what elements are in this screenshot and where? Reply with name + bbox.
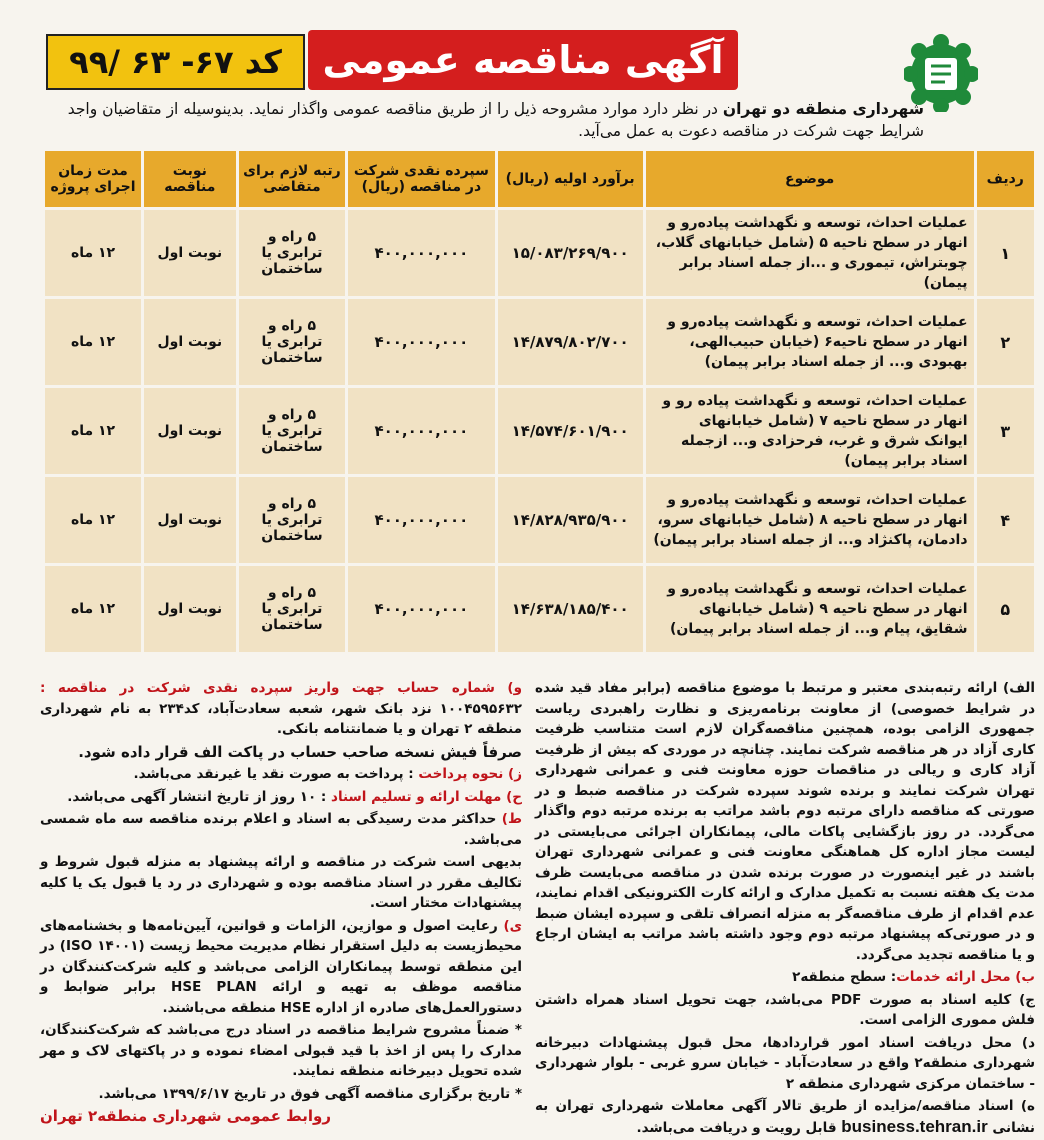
clause-t-text: حداکثر مدت رسیدگی به اسناد و اعلام برنده مناقصه سه ماه شمسی می‌باشد.: [40, 811, 522, 848]
row-duration: ۱۲ ماه: [44, 298, 143, 387]
header-rank: رتبه لازم برای متقاضی: [237, 150, 347, 209]
header-estimate: برآورد اولیه (ریال): [496, 150, 644, 209]
row-turn: نوبت اول: [143, 476, 238, 565]
row-turn: نوبت اول: [143, 565, 238, 654]
public-relations-signature: روابط عمومی شهرداری منطقه۲ تهران: [40, 1107, 331, 1125]
row-rank: ۵ راه و ترابری یا ساختمان: [237, 565, 347, 654]
clause-e-end: قابل رویت و دریافت می‌باشد.: [636, 1119, 842, 1136]
clause-b-label: ب) محل ارائه خدمات: [896, 969, 1035, 985]
row-subject: عملیات احداث، توسعه و نگهداشت پیاده‌رو و انهار در سطح ناحیه ۸ (شامل خیابانهای سرو، دادمان، پاکنژاد و... از جمله اسناد برابر پیمان): [644, 476, 975, 565]
table-row: [44, 298, 1036, 387]
clause-v-text: ۱۰۰۴۵۹۵۶۳۲ نزد بانک شهر، شعبه سعادت‌آباد، کد۲۳۴ به نام شهرداری منطقه ۲ تهران و یا ضمانتنامه بانکی.: [40, 700, 522, 737]
row-deposit: ۴۰۰,۰۰۰,۰۰۰: [347, 565, 496, 654]
clause-general: بدیهی است شرکت در مناقصه و ارائه پیشنهاد به منزله قبول شروط و تکالیف مقرر در اسناد مناقصه بوده و شهرداری در رد یا قبول یک یا کلیه پیشنهادات مختار است.: [40, 854, 522, 911]
clause-y: [40, 916, 522, 1019]
row-deposit: ۴۰۰,۰۰۰,۰۰۰: [347, 387, 496, 476]
header-turn: نوبت مناقصه: [143, 150, 238, 209]
clause-t-label: ط): [501, 811, 522, 827]
row-estimate: ۱۴/۸۲۸/۹۳۵/۹۰۰: [496, 476, 644, 565]
row-subject: عملیات احداث، توسعه و نگهداشت پیاده‌رو و انهار در سطح ناحیه ۵ (شامل خیابانهای گلاب، چوبتراش، تیموری و ...از جمله اسناد برابر پیمان): [644, 209, 975, 298]
clause-c: ج) کلیه اسناد به صورت PDF می‌باشد، جهت تحویل اسناد همراه داشتن فلش مموری الزامی است.: [535, 991, 1035, 1028]
row-deposit: ۴۰۰,۰۰۰,۰۰۰: [347, 298, 496, 387]
row-number: ۴: [975, 476, 1035, 565]
clause-e-text: ه) اسناد مناقصه/مزایده از طریق تالار آگهی معاملات شهرداری تهران به نشانی: [535, 1098, 1035, 1136]
row-number: ۵: [975, 565, 1035, 654]
notice-header: [38, 30, 1038, 94]
header-deposit: سپرده نقدی شرکت در مناقصه (ریال): [347, 150, 496, 209]
row-rank: ۵ راه و ترابری یا ساختمان: [237, 476, 347, 565]
header-row-number: ردیف: [975, 150, 1035, 209]
row-duration: ۱۲ ماه: [44, 209, 143, 298]
table-row: [44, 387, 1036, 476]
clause-b-value: : سطح منطقه۲: [792, 969, 897, 985]
row-number: ۱: [975, 209, 1035, 298]
row-subject: عملیات احداث، توسعه و نگهداشت پیاده‌رو و انهار در سطح ناحیه ۹ (شامل خیابانهای شقایق، پیام و... از جمله اسناد برابر پیمان): [644, 565, 975, 654]
clause-h: [40, 787, 522, 808]
row-subject: عملیات احداث، توسعه و نگهداشت پیاده رو و انهار در سطح ناحیه ۷ (شامل خیابانهای ایوانک شرق و غرب، فرحزادی و... ازجمله اسناد برابر پیمان): [644, 387, 975, 476]
clause-h-label: ح) مهلت ارائه و تسلیم اسناد: [331, 788, 522, 805]
row-deposit: ۴۰۰,۰۰۰,۰۰۰: [347, 209, 496, 298]
table-row: [44, 476, 1036, 565]
row-number: ۲: [975, 298, 1035, 387]
row-rank: ۵ راه و ترابری یا ساختمان: [237, 209, 347, 298]
organization-name: شهرداری منطقه دو تهران: [722, 100, 924, 118]
intro-text: در نظر دارد موارد مشروحه ذیل را از طریق مناقصه عمومی واگذار نماید. بدینوسیله از متقاضیان واجد شرایط جهت شرکت در مناقصه دعوت به عمل می‌آید.: [67, 100, 924, 140]
table-header-row: [44, 150, 1036, 209]
intro-paragraph: [30, 98, 924, 142]
clause-d: د) محل دریافت اسناد امور قراردادها، محل قبول پیشنهادات دبیرخانه شهرداری منطقه۲ واقع در سعادت‌آباد - خیابان سرو غربی - بلوار شهرداری - ساختمان مرکزی شهرداری منطقه ۲: [535, 1034, 1035, 1092]
note-date: * تاریخ برگزاری مناقصه آگهی فوق در تاریخ ۱۳۹۹/۶/۱۷ می‌باشد.: [98, 1085, 522, 1102]
clause-v-note: صرفاً فیش نسخه صاحب حساب در پاکت الف قرار داده شود.: [78, 742, 522, 761]
clause-h-text: : ۱۰ روز از تاریخ انتشار آگهی می‌باشد.: [67, 788, 332, 805]
clause-z-label: ز) نحوه پرداخت: [418, 766, 522, 782]
notice-code: کد ۶۷- ۶۳ /۹۹: [46, 34, 305, 90]
clause-t: [40, 809, 522, 850]
clause-z: [40, 764, 522, 785]
clause-v: [40, 678, 522, 740]
conditions-left-column: [40, 678, 522, 1129]
row-estimate: ۱۵/۰۸۳/۲۶۹/۹۰۰: [496, 209, 644, 298]
row-rank: ۵ راه و ترابری یا ساختمان: [237, 387, 347, 476]
business-site-link[interactable]: business.tehran.ir: [841, 1116, 988, 1136]
table-row: [44, 565, 1036, 654]
header-duration: مدت زمان اجرای پروژه: [44, 150, 143, 209]
conditions-right-column: [535, 678, 1035, 1140]
row-duration: ۱۲ ماه: [44, 476, 143, 565]
row-duration: ۱۲ ماه: [44, 565, 143, 654]
clause-b: [535, 967, 1035, 988]
clause-z-text: : پرداخت به صورت نقد یا غیرنقد می‌باشد.: [133, 766, 419, 782]
row-turn: نوبت اول: [143, 387, 238, 476]
clause-y-label: ی): [503, 917, 522, 934]
row-deposit: ۴۰۰,۰۰۰,۰۰۰: [347, 476, 496, 565]
row-duration: ۱۲ ماه: [44, 387, 143, 476]
row-rank: ۵ راه و ترابری یا ساختمان: [237, 298, 347, 387]
row-number: ۳: [975, 387, 1035, 476]
row-estimate: ۱۴/۵۷۴/۶۰۱/۹۰۰: [496, 387, 644, 476]
clause-y-text: رعایت اصول و موازین، الزامات و قوانین، آیین‌نامه‌ها و بخشنامه‌های محیط‌زیست به دلیل استقرار نظام مدیریت محیط زیست (ISO ۱۴۰۰۱) در این منطقه توسط پیمانکاران الزامی می‌باشد و کلیه شرکت‌کنندگان در مناقصه موظف به تهیه و ارائه HSE PLAN برابر ضوابط و دستورالعمل‌های صادره از اداره HSE منطقه می‌باشند.: [40, 917, 523, 1016]
tender-table: [42, 148, 1037, 655]
row-subject: عملیات احداث، توسعه و نگهداشت پیاده‌رو و انهار در سطح ناحیه۶ (خیابان حبیب‌الهی، بهبودی و... از جمله اسناد برابر پیمان): [644, 298, 975, 387]
clause-e: [535, 1096, 1035, 1138]
row-estimate: ۱۴/۸۷۹/۸۰۲/۷۰۰: [496, 298, 644, 387]
clause-a: الف) ارائه رتبه‌بندی معتبر و مرتبط با موضوع مناقصه (برابر مفاد قید شده در شرایط خصوصی) از معاونت برنامه‌ریزی و نظارت راهبردی ریاست جمهوری الزامی بوده، همچنین مناقصه‌گران لازم است متناسب ظرفیت کاری آزاد در هر مناقصه شرکت نمایند. چنانچه در موردی که بیش از ظرفیت آزاد کاری و ریالی در مناقصات حوزه معاونت فنی و عمرانی شهرداری تهران شرکت نمایند و برنده شوند سپرده شرکت در مناقصه ضبط و در صورتی که مناقصه دارای مرتبه دوم باشد مراتب به برنده مرتبه دوم واگذار می‌گردد. در روز بازگشایی پاکات مالی، پیمانکاران اجرائی می‌بایستی در لیست مجاز اداره کل هماهنگی معاونت فنی و عمرانی شهرداری تهران باشند در غیر اینصورت در صورت برنده شدن در مناقصه می‌بایست ظرف مدت یک هفته نسبت به تکمیل مدارک و ارائه کارت الکترونیکی اقدام نمایند، عدم اقدام از طرف مناقصه‌گر به منزله انصراف تلقی و سپرده ایشان ضبط و در صورتی‌که پیشنهاد مرتبه دوم وجود داشته باشد مراتب به ایشان ارجاع و یا مناقصه تجدید می‌گردد.: [535, 680, 1035, 963]
row-turn: نوبت اول: [143, 209, 238, 298]
notice-title: آگهی مناقصه عمومی: [308, 30, 738, 90]
header-subject: موضوع: [644, 150, 975, 209]
row-estimate: ۱۴/۶۳۸/۱۸۵/۴۰۰: [496, 565, 644, 654]
clause-v-label: و) شماره حساب جهت واریز سپرده نقدی شرکت در مناقصه :: [40, 680, 522, 696]
note-documents: * ضمناً مشروح شرایط مناقصه در اسناد درج می‌باشد که شرکت‌کنندگان، مدارک را پس از اخذ با قید قبولی امضاء نموده و در پاکتهای لاک و مهر شده تحویل دبیرخانه منطقه نمایند.: [40, 1022, 522, 1079]
table-row: [44, 209, 1036, 298]
row-turn: نوبت اول: [143, 298, 238, 387]
